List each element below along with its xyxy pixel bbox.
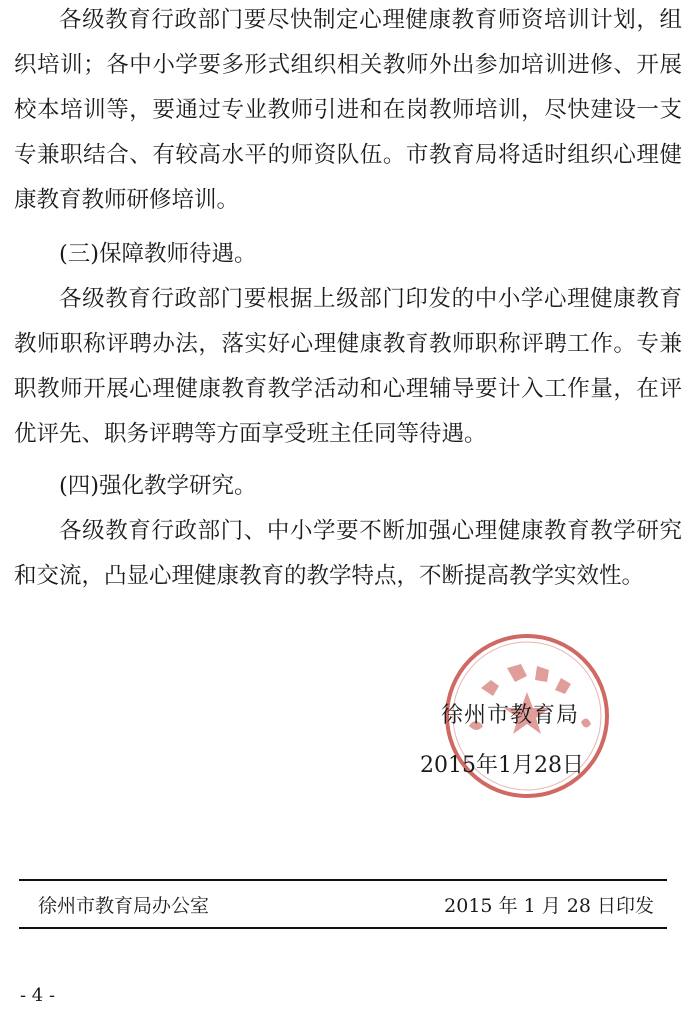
footer-issuer: 徐州市教育局办公室 <box>38 895 210 917</box>
signature-organization: 徐州市教育局 <box>441 703 580 728</box>
footer-issue-date: 2015 年 1 月 28 日印发 <box>444 895 654 917</box>
body-paragraph-teacher-training: 各级教育行政部门要尽快制定心理健康教育师资培训计划，组织培训；各中小学要多形式组织相关教师外出参加培训进修、开展校本培训等，要通过专业教师引进和在岗教师培训，尽快建设一支专兼职结合、有较高水平的师资队伍。市教育局将适时组织心理健康教育教师研修培训。 <box>14 7 682 213</box>
section-heading-teaching-research: (四)强化教学研究。 <box>59 473 257 499</box>
footer-top-divider <box>19 879 667 881</box>
footer-bottom-divider <box>19 927 667 929</box>
section-heading-teacher-benefits: (三)保障教师待遇。 <box>59 241 257 267</box>
signature-date: 2015年1月28日 <box>420 753 584 778</box>
body-paragraph-teacher-benefits: 各级教育行政部门要根据上级部门印发的中小学心理健康教育教师职称评聘办法，落实好心理健康教育教师职称评聘工作。专兼职教师开展心理健康教育教学活动和心理辅导要计入工作量，在评优评先、职务评聘等方面享受班主任同等待遇。 <box>14 286 682 447</box>
page-number: - 4 - <box>20 985 56 1006</box>
body-paragraph-teaching-research: 各级教育行政部门、中小学要不断加强心理健康教育教学研究和交流，凸显心理健康教育的教学特点，不断提高教学实效性。 <box>14 518 682 589</box>
